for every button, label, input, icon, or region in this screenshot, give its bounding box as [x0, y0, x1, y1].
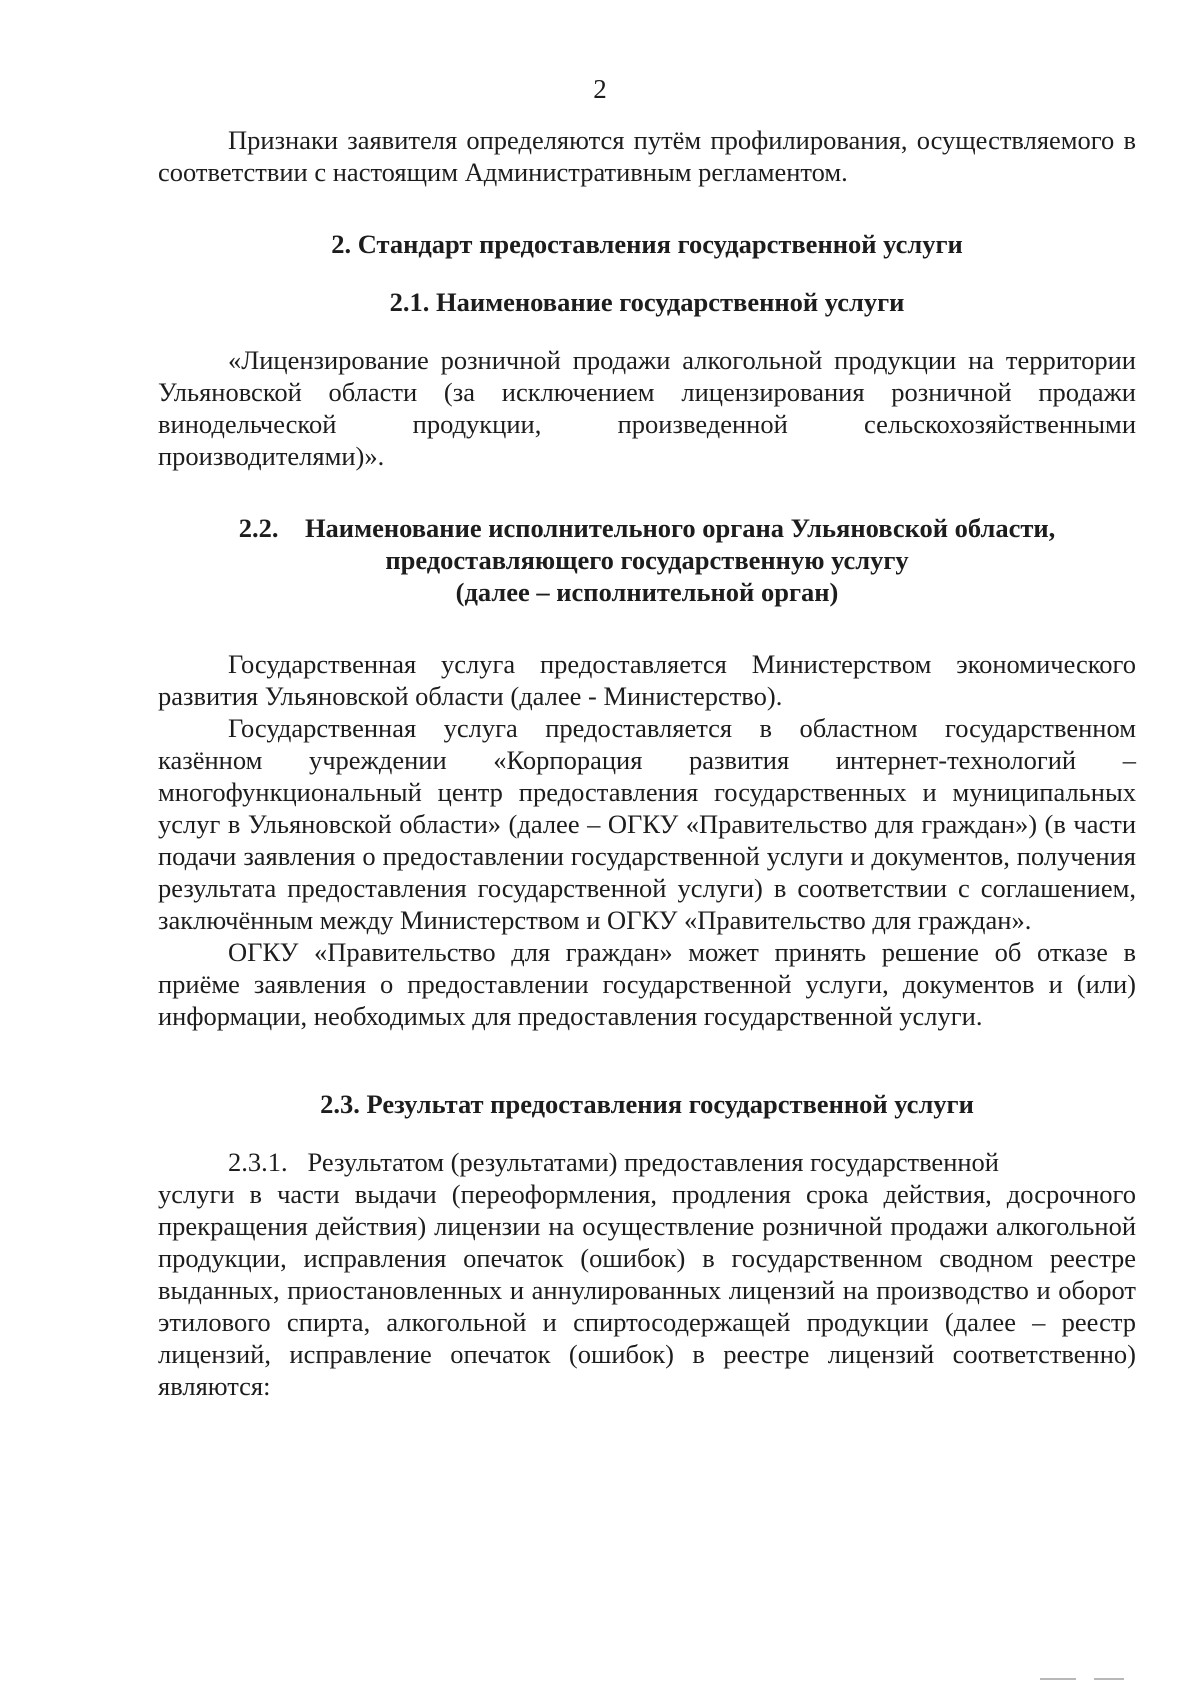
heading-section-2-3: 2.3. Результат предоставления государственной услуги [320, 1089, 974, 1119]
heading-section-2-2-line-1 [158, 512, 1136, 544]
paragraph-2-3-1-lead [158, 1146, 1136, 1178]
heading-section-2-2-text: Наименование исполнительного органа Ульяновской области, [304, 513, 1056, 543]
spacer [158, 1120, 1136, 1146]
paragraph-applicant-signs: Признаки заявителя определяются путём профилирования, осуществляемого в соответствии с настоящим Административным регламентом. [158, 125, 1136, 187]
heading-section-2-2-line-3: (далее – исполнительной орган) [455, 577, 839, 607]
paragraph-ministry: Государственная услуга предоставляется Министерством экономического развития Ульяновской области (далее - Министерство). [158, 649, 1136, 711]
heading-section-2-2 [158, 512, 1136, 608]
heading-section-2-1: 2.1. Наименование государственной услуги [389, 287, 905, 317]
scan-artifact [1040, 1678, 1076, 1680]
subsection-lead-text: Результатом (результатами) предоставления государственной [307, 1147, 999, 1177]
spacer [158, 472, 1136, 512]
subsection-number: 2.3.1. [228, 1147, 288, 1177]
page-number: 2 [593, 74, 607, 104]
spacer [158, 318, 1136, 344]
heading-section-2-2-line-2: предоставляющего государственную услугу [385, 545, 909, 575]
paragraph-2-3-1-body: услуги в части выдачи (переоформления, продления срока действия, досрочного прекращения действия) лицензии на осуществление розничной продажи алкогольной продукции, исправления опечаток (ошибок) в государственном сводном реестре выданных, приостановленных и аннулированных лицензий на производство и оборот этилового спирта, алкогольной и спиртосодержащей продукции (далее – реестр лицензий, исправление опечаток (ошибок) в реестре лицензий соответственно) являются: [158, 1179, 1136, 1401]
spacer [158, 260, 1136, 286]
spacer [158, 188, 1136, 228]
spacer [158, 1032, 1136, 1088]
document-body [158, 124, 1136, 1402]
heading-section-2: 2. Стандарт предоставления государственной услуги [331, 229, 963, 259]
heading-section-2-2-number: 2.2. [238, 513, 279, 543]
scan-artifact [1094, 1678, 1124, 1680]
spacer [158, 608, 1136, 648]
paragraph-service-name: «Лицензирование розничной продажи алкогольной продукции на территории Ульяновской области (за исключением лицензирования розничной продажи винодельческой продукции, произведенной сельскохозяйственными производителями)». [158, 345, 1136, 471]
paragraph-mfc-refusal: ОГКУ «Правительство для граждан» может принять решение об отказе в приёме заявления о предоставлении государственной услуги, документов и (или) информации, необходимых для предоставления государственной услуги. [158, 937, 1136, 1031]
paragraph-mfc: Государственная услуга предоставляется в областном государственном казённом учреждении «Корпорация развития интернет-технологий – многофункциональный центр предоставления государственных и муниципальных услуг в Ульяновской области» (далее – ОГКУ «Правительство для граждан») (в части подачи заявления о предоставлении государственной услуги и документов, получения результата предоставления государственной услуги) в соответствии с соглашением, заключённым между Министерством и ОГКУ «Правительство для граждан». [158, 713, 1136, 935]
